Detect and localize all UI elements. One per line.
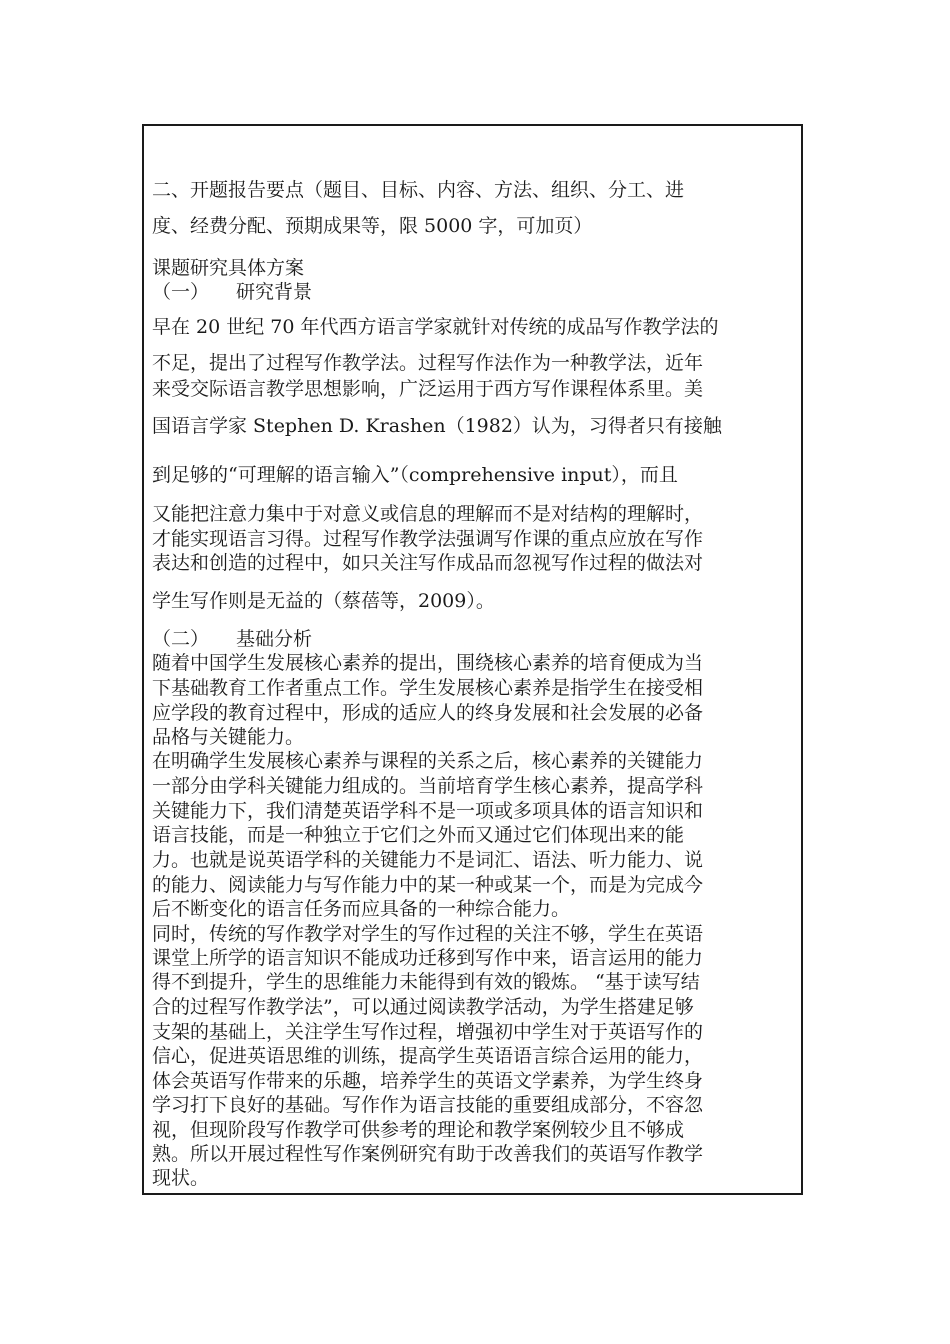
paragraph-line: 关键能力下，我们清楚英语学科不是一项或多项具体的语言知识和	[152, 800, 704, 822]
paragraph-line: 随着中国学生发展核心素养的提出，围绕核心素养的培育便成为当	[152, 652, 704, 674]
paragraph-line: 不足，提出了过程写作教学法。过程写作法作为一种教学法，近年	[152, 352, 704, 374]
subsection-heading-background	[152, 280, 312, 304]
paragraph-line: 早在 20 世纪 70 年代西方语言学家就针对传统的成品写作教学法的	[152, 316, 719, 338]
paragraph-line: 表达和创造的过程中，如只关注写作成品而忽视写作过程的做法对	[152, 552, 704, 574]
paragraph-line: 在明确学生发展核心素养与课程的关系之后，核心素养的关键能力	[152, 750, 704, 772]
paragraph-line: 语言技能，而是一种独立于它们之外而又通过它们体现出来的能	[152, 824, 685, 846]
paragraph-line: 应学段的教育过程中，形成的适应人的终身发展和社会发展的必备	[152, 702, 704, 724]
paragraph-line: 信心，促进英语思维的训练，提高学生英语语言综合运用的能力，	[152, 1045, 704, 1067]
subsection-heading-analysis	[152, 627, 312, 651]
paragraph-line: 国语言学家 Stephen D. Krashen（1982）认为，习得者只有接触	[152, 415, 722, 437]
paragraph-line: 同时，传统的写作教学对学生的写作过程的关注不够，学生在英语	[152, 923, 704, 945]
paragraph-line: 到足够的“可理解的语言输入”（comprehensive input），而且	[152, 464, 678, 486]
section-heading-line-2: 度、经费分配、预期成果等，限 5000 字，可加页）	[152, 215, 593, 237]
paragraph-line: 一部分由学科关键能力组成的。当前培育学生核心素养，提高学科	[152, 775, 704, 797]
paragraph-line: 学生写作则是无益的（蔡蓓等，2009）。	[152, 590, 495, 612]
subsection-number: （二）	[152, 628, 210, 650]
paragraph-line: 的能力、阅读能力与写作能力中的某一种或某一个，而是为完成今	[152, 874, 704, 896]
paragraph-line: 下基础教育工作者重点工作。学生发展核心素养是指学生在接受相	[152, 677, 704, 699]
paragraph-line: 品格与关键能力。	[152, 726, 305, 748]
paragraph-line: 课堂上所学的语言知识不能成功迁移到写作中来，语言运用的能力	[152, 947, 704, 969]
paragraph-line: 学习打下良好的基础。写作作为语言技能的重要组成部分，不容忽	[152, 1094, 704, 1116]
paragraph-line: 视，但现阶段写作教学可供参考的理论和教学案例较少且不够成	[152, 1119, 685, 1141]
paragraph-line: 熟。所以开展过程性写作案例研究有助于改善我们的英语写作教学	[152, 1143, 704, 1165]
subsection-title: 研究背景	[236, 281, 313, 303]
paragraph-line: 支架的基础上，关注学生写作过程，增强初中学生对于英语写作的	[152, 1021, 704, 1043]
section-heading-line-1: 二、开题报告要点（题目、目标、内容、方法、组织、分工、进	[152, 179, 685, 201]
subsection-title: 基础分析	[236, 628, 313, 650]
paragraph-line: 才能实现语言习得。过程写作教学法强调写作课的重点应放在写作	[152, 528, 704, 550]
plan-title: 课题研究具体方案	[152, 257, 305, 279]
paragraph-line: 体会英语写作带来的乐趣，培养学生的英语文学素养，为学生终身	[152, 1070, 704, 1092]
paragraph-line: 现状。	[152, 1167, 210, 1189]
paragraph-line: 合的过程写作教学法”，可以通过阅读教学活动，为学生搭建足够	[152, 996, 694, 1018]
paragraph-line: 来受交际语言教学思想影响，广泛运用于西方写作课程体系里。美	[152, 378, 704, 400]
subsection-number: （一）	[152, 281, 210, 303]
paragraph-line: 后不断变化的语言任务而应具备的一种综合能力。	[152, 898, 571, 920]
paragraph-line: 得不到提升，学生的思维能力未能得到有效的锻炼。 “基于读写结	[152, 971, 700, 993]
paragraph-line: 力。也就是说英语学科的关键能力不是词汇、语法、听力能力、说	[152, 849, 704, 871]
paragraph-line: 又能把注意力集中于对意义或信息的理解而不是对结构的理解时，	[152, 503, 704, 525]
